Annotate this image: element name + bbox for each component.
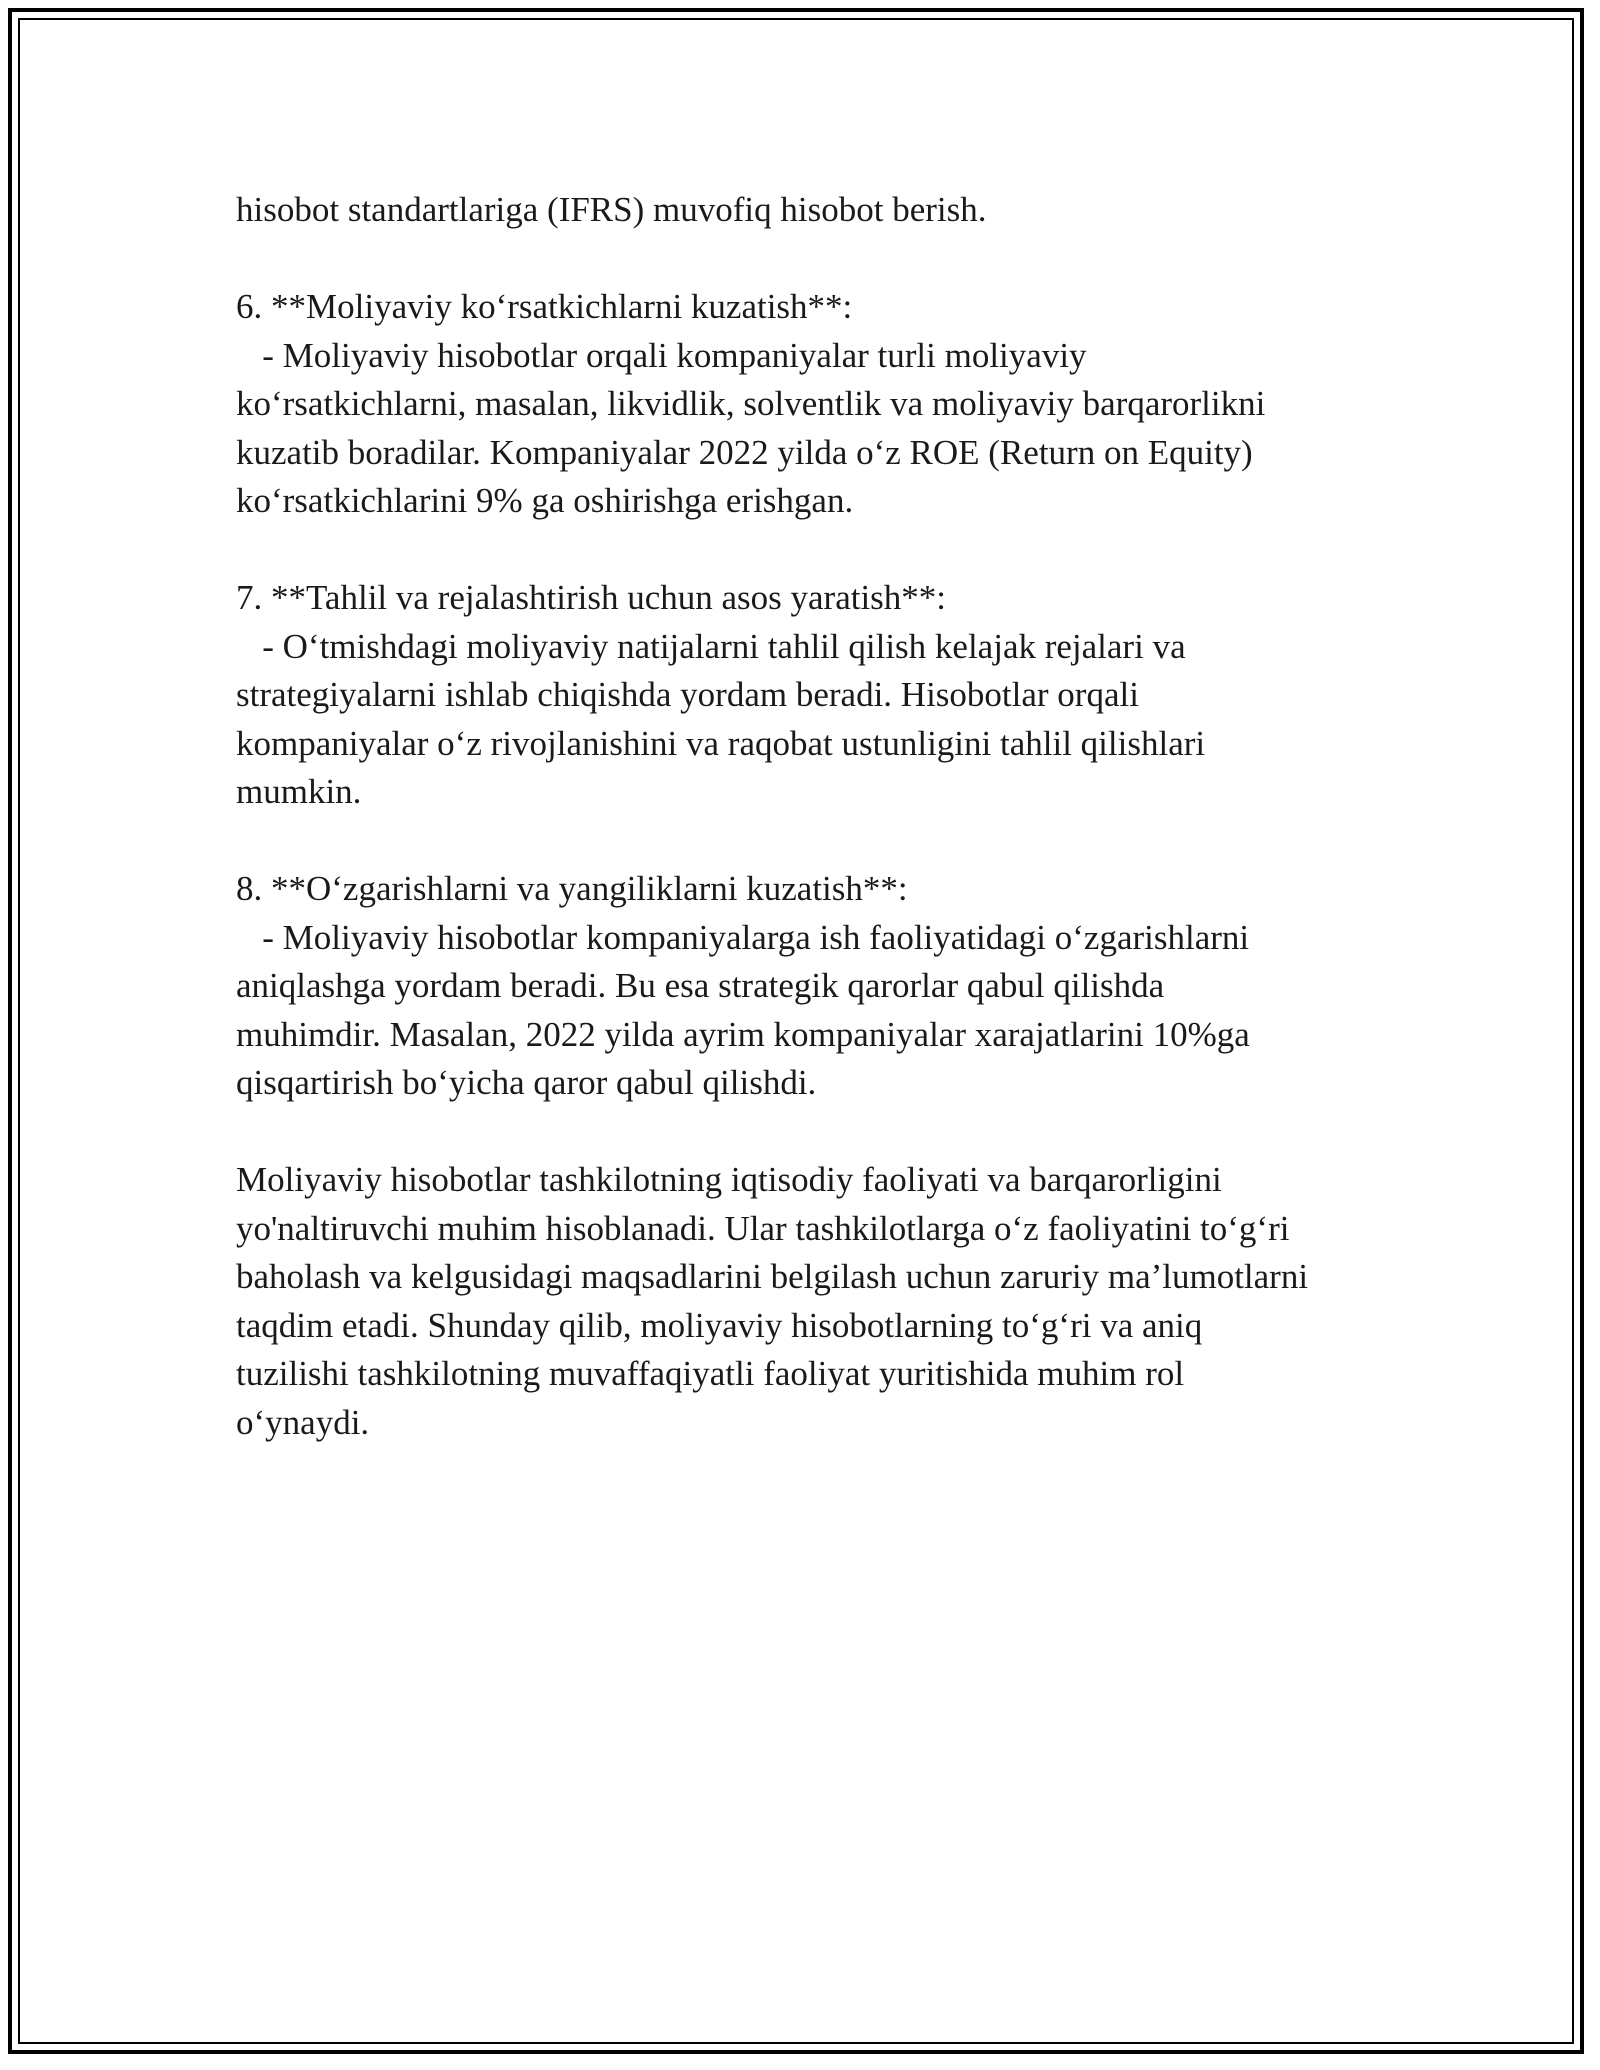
- text-line: taqdim etadi. Shunday qilib, moliyaviy hisobotlarning to‘g‘ri va aniq: [236, 1305, 1203, 1345]
- text-line: aniqlashga yordam beradi. Bu esa strategik qarorlar qabul qilishda: [236, 966, 1165, 1005]
- text-line: kompaniyalar o‘z rivojlanishini va raqobat ustunligini tahlil qilishlari: [236, 723, 1206, 763]
- section-7: [236, 574, 1376, 817]
- text-line: kuzatib boradilar. Kompaniyalar 2022 yilda o‘z ROE (Return on Equity): [236, 432, 1253, 472]
- section-heading: 7. **Tahlil va rejalashtirish uchun asos yaratish**:: [236, 578, 947, 617]
- intro-paragraph: [236, 186, 1376, 235]
- text-line: baholash va kelgusidagi maqsadlarini belgilash uchun zaruriy ma’lumotlarni: [236, 1257, 1309, 1296]
- text-line: Moliyaviy hisobotlar tashkilotning iqtisodiy faoliyati va barqarorligini: [236, 1160, 1222, 1199]
- text-line: qisqartirish bo‘yicha qaror qabul qilishdi.: [236, 1063, 817, 1102]
- text-line: - Moliyaviy hisobotlar kompaniyalarga ish faoliyatidagi o‘zgarishlarni: [236, 917, 1250, 957]
- paragraph-spacer: [236, 526, 1376, 575]
- section-heading: 8. **O‘zgarishlarni va yangiliklarni kuzatish**:: [236, 869, 908, 908]
- text-line: - O‘tmishdagi moliyaviy natijalarni tahlil qilish kelajak rejalari va: [236, 626, 1186, 666]
- text-line: hisobot standartlariga (IFRS) muvofiq hisobot berish.: [236, 190, 987, 229]
- text-line: ko‘rsatkichlarni, masalan, likvidlik, solventlik va moliyaviy barqarorlikni: [236, 384, 1266, 423]
- text-line: muhimdir. Masalan, 2022 yilda ayrim kompaniyalar xarajatlarini 10%ga: [236, 1014, 1250, 1054]
- text-line: tuzilishi tashkilotning muvaffaqiyatli faoliyat yuritishida muhim rol: [236, 1354, 1185, 1393]
- text-line: strategiyalarni ishlab chiqishda yordam beradi. Hisobotlar orqali: [236, 675, 1139, 714]
- paragraph-spacer: [236, 1108, 1376, 1157]
- section-heading: 6. **Moliyaviy ko‘rsatkichlarni kuzatish**:: [236, 287, 853, 326]
- text-line: yo'naltiruvchi muhim hisoblanadi. Ular tashkilotlarga o‘z faoliyatini to‘g‘ri: [236, 1208, 1290, 1248]
- text-line: ko‘rsatkichlarini 9% ga oshirishga erishgan.: [236, 481, 854, 520]
- section-8: [236, 865, 1376, 1108]
- text-line: mumkin.: [236, 772, 362, 811]
- paragraph-spacer: [236, 817, 1376, 866]
- paragraph-spacer: [236, 235, 1376, 284]
- conclusion-paragraph: [236, 1156, 1376, 1447]
- text-line: - Moliyaviy hisobotlar orqali kompaniyalar turli moliyaviy: [236, 335, 1087, 375]
- document-body: [236, 186, 1376, 1447]
- text-line: o‘ynaydi.: [236, 1402, 370, 1442]
- section-6: [236, 283, 1376, 526]
